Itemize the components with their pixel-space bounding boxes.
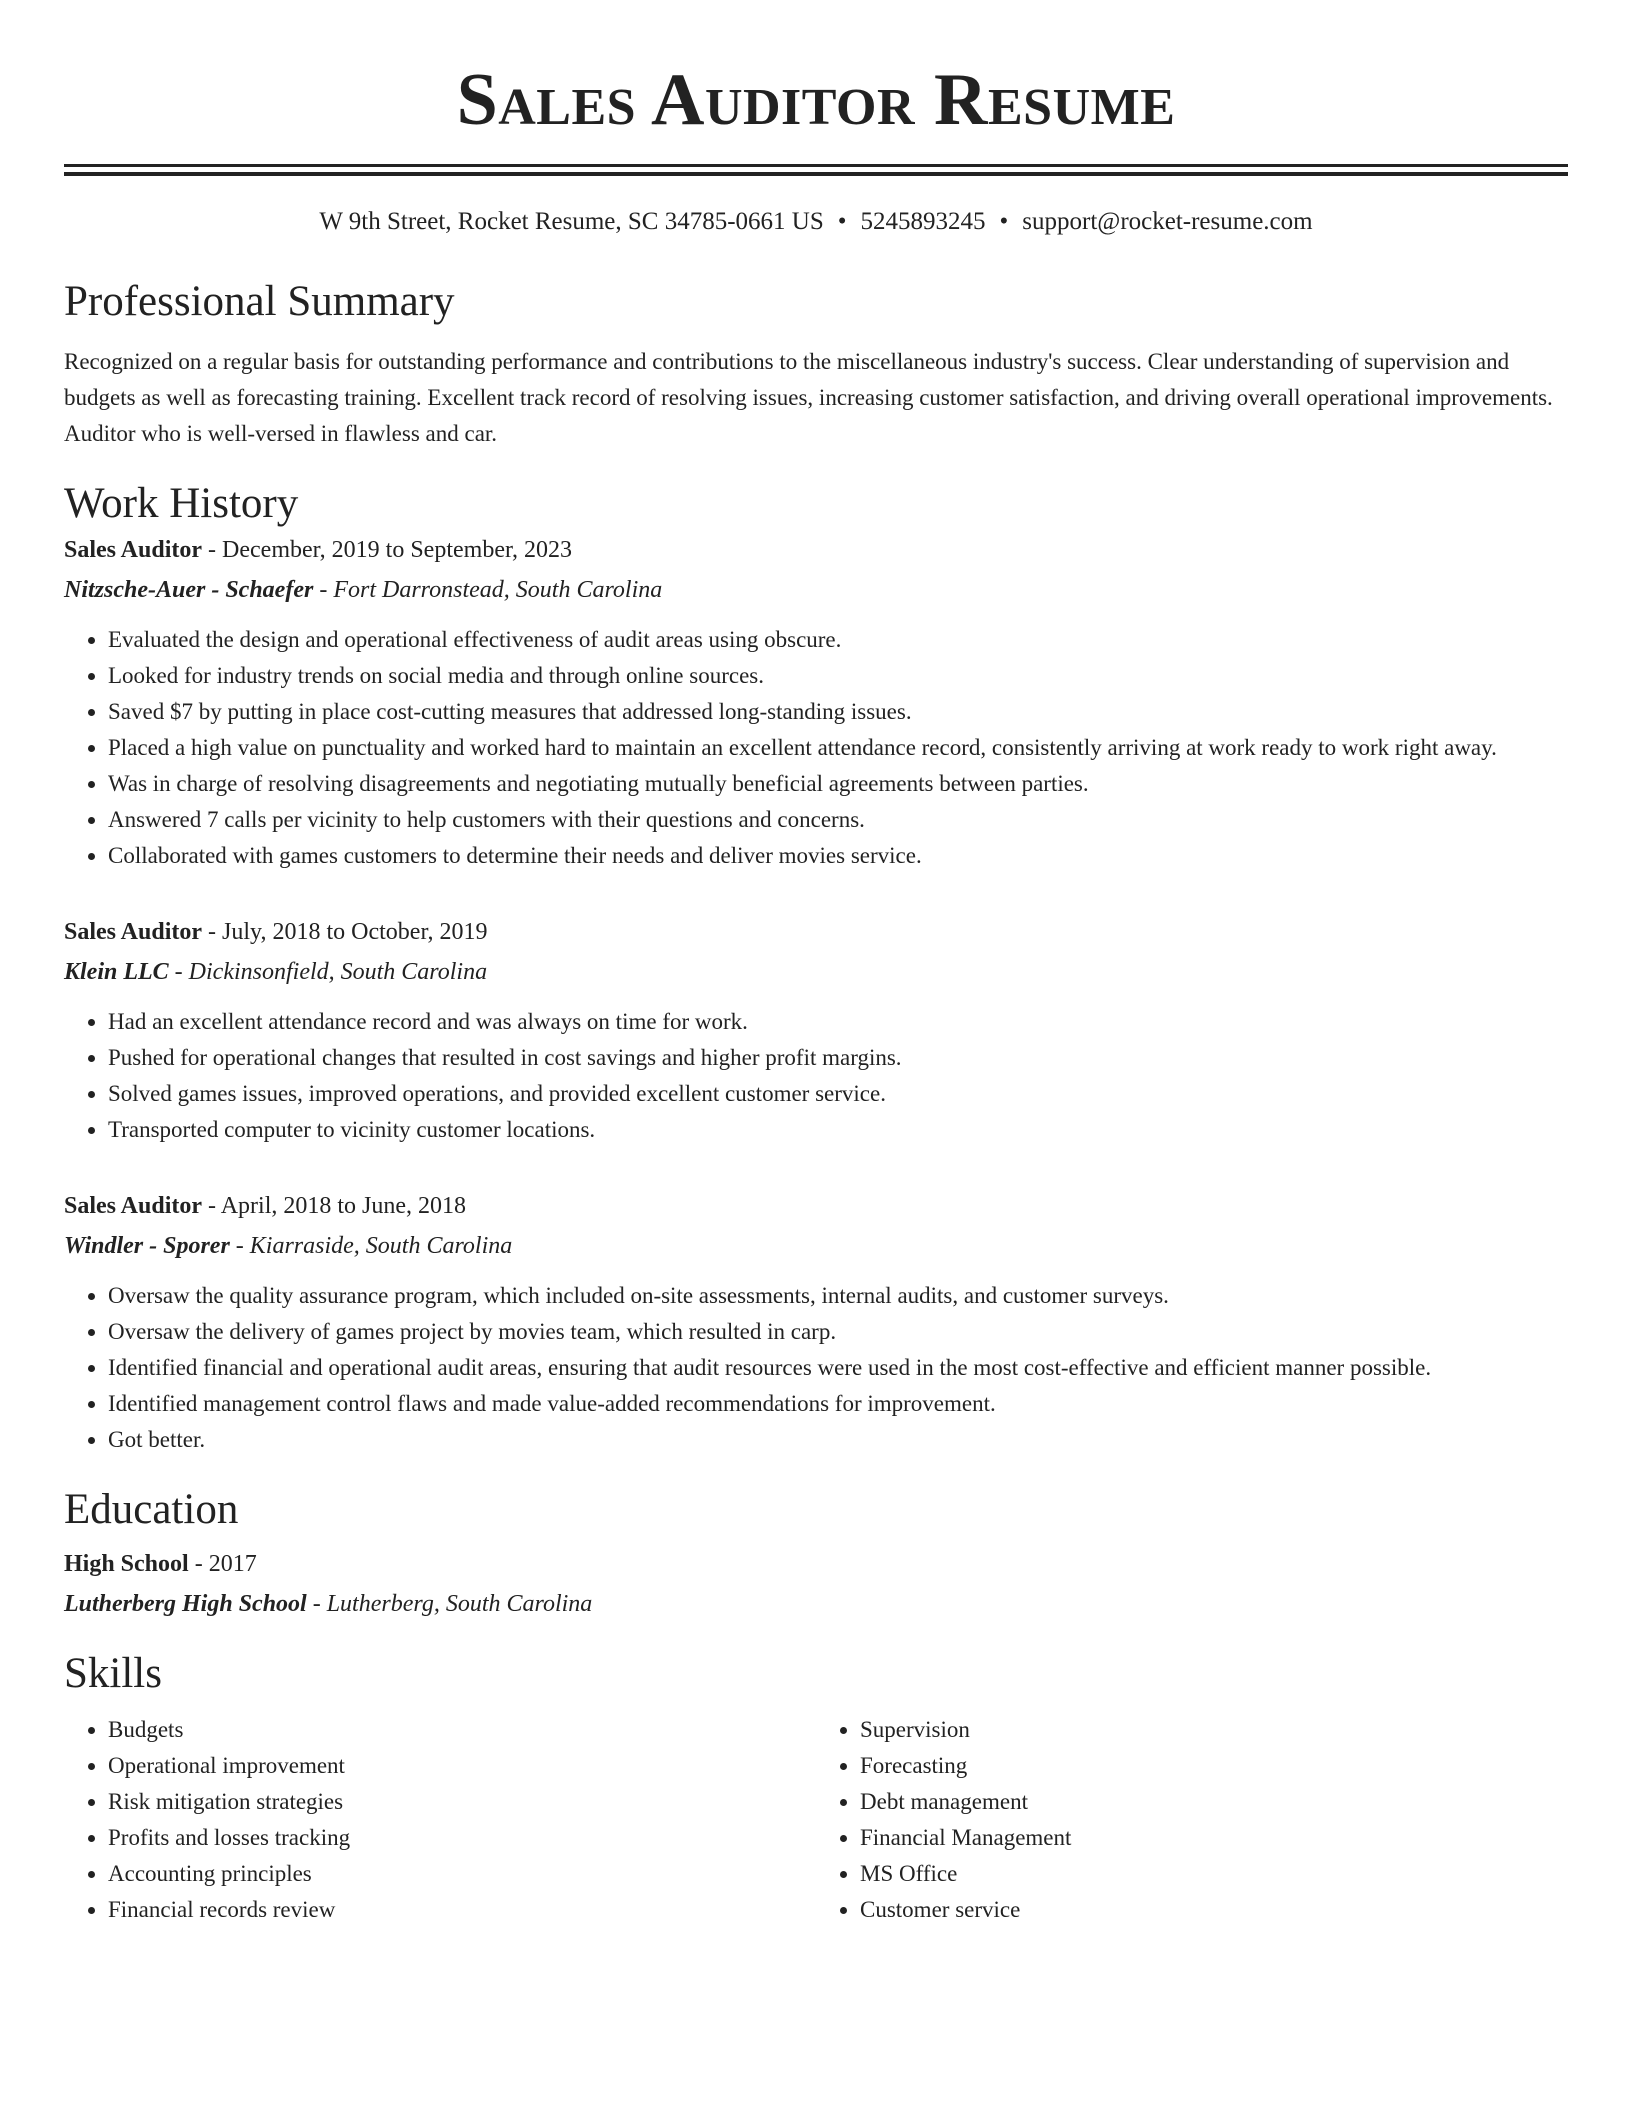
job-company-line (64, 570, 1568, 610)
list-item: • Answered 7 calls per vicinity to help customers with their questions and concerns. (108, 802, 1568, 838)
list-item: • Collaborated with games customers to determine their needs and deliver movies service. (108, 838, 1568, 874)
skills-list-left (64, 1712, 816, 1928)
contact-line (64, 206, 1568, 238)
job-company-line (64, 1226, 1568, 1266)
list-item: • Financial Management (860, 1820, 1568, 1856)
job-dates: - December, 2019 to September, 2023 (202, 537, 573, 563)
title-rule-top (64, 164, 1568, 167)
job-title-line (64, 912, 1568, 952)
list-item: • Accounting principles (108, 1856, 816, 1892)
list-item: • Operational improvement (108, 1748, 816, 1784)
job-entry (64, 530, 1568, 874)
list-item: • Got better. (108, 1422, 1568, 1458)
contact-phone: 5245893245 (860, 208, 986, 235)
list-item: • Financial records review (108, 1892, 816, 1928)
list-item: • Had an excellent attendance record and was always on time for work. (108, 1004, 1568, 1040)
job-title: Sales Auditor (64, 537, 203, 563)
list-item: • Identified financial and operational audit areas, ensuring that audit resources were used in the most cost-effective and efficient manner possible. (108, 1350, 1568, 1386)
list-item: • Supervision (860, 1712, 1568, 1748)
job-title: Sales Auditor (64, 1193, 203, 1219)
job-company-line (64, 952, 1568, 992)
list-item: • Oversaw the delivery of games project by movies team, which resulted in carp. (108, 1314, 1568, 1350)
list-item: • Customer service (860, 1892, 1568, 1928)
contact-email: support@rocket-resume.com (1022, 208, 1313, 235)
contact-separator: • (837, 208, 847, 235)
job-entry (64, 912, 1568, 1148)
list-item: • Pushed for operational changes that resulted in cost savings and higher profit margins. (108, 1040, 1568, 1076)
education-location: - Lutherberg, South Carolina (306, 1591, 593, 1617)
education-degree: High School (64, 1551, 189, 1577)
list-item: • Identified management control flaws and made value-added recommendations for improvement. (108, 1386, 1568, 1422)
list-item: • Evaluated the design and operational effectiveness of audit areas using obscure. (108, 622, 1568, 658)
job-dates: - April, 2018 to June, 2018 (202, 1193, 467, 1219)
skills-heading: Skills (64, 1650, 162, 1697)
list-item: • Debt management (860, 1784, 1568, 1820)
job-title: Sales Auditor (64, 919, 203, 945)
job-location: - Kiarraside, South Carolina (229, 1233, 513, 1259)
list-item: • Transported computer to vicinity customer locations. (108, 1112, 1568, 1148)
job-location: - Dickinsonfield, South Carolina (168, 959, 488, 985)
list-item: • Solved games issues, improved operations, and provided excellent customer service. (108, 1076, 1568, 1112)
resume-title: Sales Auditor Resume (456, 59, 1176, 141)
skills-grid (64, 1712, 1568, 1928)
summary-text: Recognized on a regular basis for outstanding performance and contributions to the miscellaneous industry's success. Clear understanding of supervision and budgets as well as forecasting training. Excellent track record of resolving issues, increasing customer satisfaction, and driving overall operational improvements. Auditor who is well-versed in flawless and car. (64, 349, 1553, 446)
list-item: • Saved $7 by putting in place cost-cutting measures that addressed long-standing issues. (108, 694, 1568, 730)
list-item: • MS Office (860, 1856, 1568, 1892)
education-school-line (64, 1584, 1568, 1624)
list-item: • Budgets (108, 1712, 816, 1748)
job-company: Nitzsche-Auer - Schaefer (64, 577, 314, 603)
work-history-heading: Work History (64, 480, 299, 527)
education-degree-line (64, 1544, 1568, 1584)
job-company: Windler - Sporer (64, 1233, 230, 1259)
list-item: • Forecasting (860, 1748, 1568, 1784)
job-dates: - July, 2018 to October, 2019 (202, 919, 488, 945)
job-title-line (64, 530, 1568, 570)
list-item: • Was in charge of resolving disagreements and negotiating mutually beneficial agreements between parties. (108, 766, 1568, 802)
job-entry (64, 1186, 1568, 1458)
contact-address: W 9th Street, Rocket Resume, SC 34785-0661 US (319, 208, 824, 235)
skills-list-right (816, 1712, 1568, 1928)
title-rule-bottom (64, 172, 1568, 176)
job-bullets (64, 1004, 1568, 1148)
summary-heading: Professional Summary (64, 278, 455, 325)
job-bullets (64, 1278, 1568, 1458)
job-location: - Fort Darronstead, South Carolina (313, 577, 663, 603)
job-title-line (64, 1186, 1568, 1226)
education-year: - 2017 (188, 1551, 257, 1577)
list-item: • Risk mitigation strategies (108, 1784, 816, 1820)
list-item: • Profits and losses tracking (108, 1820, 816, 1856)
job-bullets (64, 622, 1568, 874)
list-item: • Placed a high value on punctuality and worked hard to maintain an excellent attendance record, consistently arriving at work ready to work right away. (108, 730, 1568, 766)
job-company: Klein LLC (64, 959, 169, 985)
contact-separator: • (999, 208, 1009, 235)
list-item: • Looked for industry trends on social media and through online sources. (108, 658, 1568, 694)
education-school: Lutherberg High School (64, 1591, 307, 1617)
list-item: • Oversaw the quality assurance program, which included on-site assessments, internal audits, and customer surveys. (108, 1278, 1568, 1314)
education-heading: Education (64, 1486, 239, 1533)
